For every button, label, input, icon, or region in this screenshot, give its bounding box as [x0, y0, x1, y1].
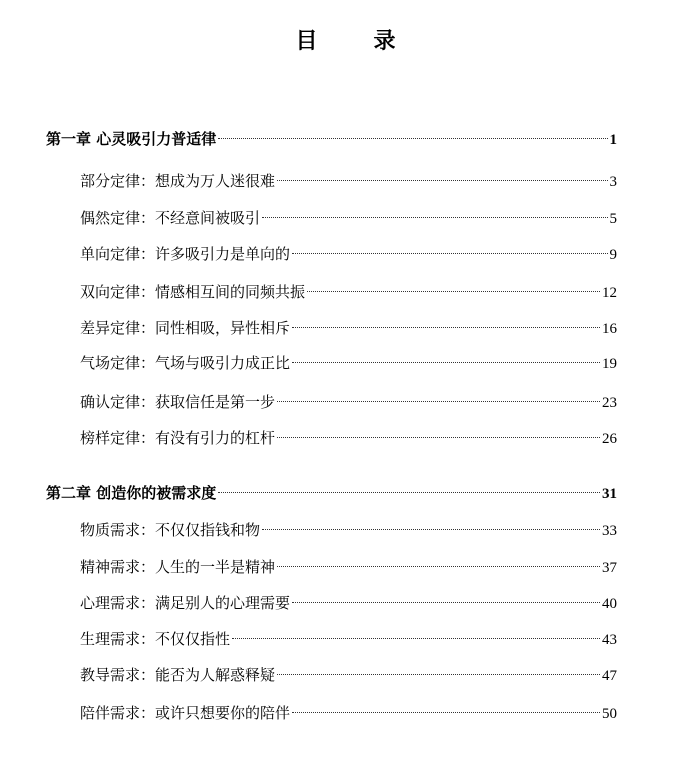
dot-leader — [277, 180, 607, 181]
page-number: 1 — [609, 132, 617, 148]
dot-leader — [232, 638, 600, 639]
page-number: 50 — [602, 706, 617, 722]
section-title: 物质需求：不仅仅指钱和物 — [80, 521, 261, 539]
toc-section-1-7[interactable] — [80, 390, 617, 414]
page-number: 23 — [602, 395, 617, 411]
dot-leader — [262, 529, 600, 530]
dot-leader — [277, 401, 600, 402]
page-number: 40 — [602, 596, 617, 612]
toc-section-1-8[interactable] — [80, 426, 617, 450]
toc-section-1-2[interactable] — [80, 206, 617, 230]
toc-chapter-2[interactable] — [46, 481, 617, 505]
section-title: 单向定律：许多吸引力是单向的 — [80, 245, 291, 263]
toc-section-2-1[interactable] — [80, 518, 617, 542]
page-number: 31 — [602, 486, 617, 502]
section-title: 榜样定律：有没有引力的杠杆 — [80, 429, 276, 447]
toc-section-1-4[interactable] — [80, 280, 617, 304]
toc-section-2-4[interactable] — [80, 627, 617, 651]
section-title: 确认定律：获取信任是第一步 — [80, 393, 276, 411]
dot-leader — [277, 674, 600, 675]
dot-leader — [292, 327, 600, 328]
toc-section-1-5[interactable] — [80, 316, 617, 340]
page-number: 9 — [609, 247, 617, 263]
chapter-title: 第二章 创造你的被需求度 — [46, 484, 217, 502]
toc-section-2-5[interactable] — [80, 663, 617, 687]
chapter-title: 第一章 心灵吸引力普适律 — [46, 130, 217, 148]
page-number: 16 — [602, 321, 617, 337]
section-title: 教导需求：能否为人解惑释疑 — [80, 666, 276, 684]
page-number: 5 — [609, 211, 617, 227]
section-title: 偶然定律：不经意间被吸引 — [80, 209, 261, 227]
page-number: 37 — [602, 560, 617, 576]
toc-section-2-2[interactable] — [80, 555, 617, 579]
dot-leader — [292, 253, 607, 254]
page-number: 26 — [602, 431, 617, 447]
title-char-1: 目 — [295, 29, 318, 54]
toc-section-2-6[interactable] — [80, 701, 617, 725]
section-title: 生理需求：不仅仅指性 — [80, 630, 231, 648]
dot-leader — [218, 138, 607, 139]
section-title: 气场定律：气场与吸引力成正比 — [80, 354, 291, 372]
title-char-2: 录 — [373, 29, 396, 54]
page-number: 33 — [602, 523, 617, 539]
dot-leader — [307, 291, 600, 292]
page-number: 12 — [602, 285, 617, 301]
dot-leader — [292, 602, 600, 603]
page-number: 47 — [602, 668, 617, 684]
section-title: 差异定律：同性相吸，异性相斥 — [80, 319, 291, 337]
toc-section-1-6[interactable] — [80, 351, 617, 375]
dot-leader — [218, 492, 600, 493]
page-number: 43 — [602, 632, 617, 648]
toc-section-1-1[interactable] — [80, 169, 617, 193]
dot-leader — [277, 566, 600, 567]
page-number: 3 — [609, 174, 617, 190]
dot-leader — [277, 437, 600, 438]
section-title: 陪伴需求：或许只想要你的陪伴 — [80, 704, 291, 722]
toc-section-2-3[interactable] — [80, 591, 617, 615]
section-title: 心理需求：满足别人的心理需要 — [80, 594, 291, 612]
dot-leader — [292, 712, 600, 713]
section-title: 精神需求：人生的一半是精神 — [80, 558, 276, 576]
section-title: 部分定律：想成为万人迷很难 — [80, 172, 276, 190]
toc-chapter-1[interactable] — [46, 127, 617, 151]
section-title: 双向定律：情感相互间的同频共振 — [80, 283, 306, 301]
dot-leader — [262, 217, 607, 218]
toc-section-1-3[interactable] — [80, 242, 617, 266]
dot-leader — [292, 362, 600, 363]
page-title — [0, 24, 691, 55]
page-number: 19 — [602, 356, 617, 372]
